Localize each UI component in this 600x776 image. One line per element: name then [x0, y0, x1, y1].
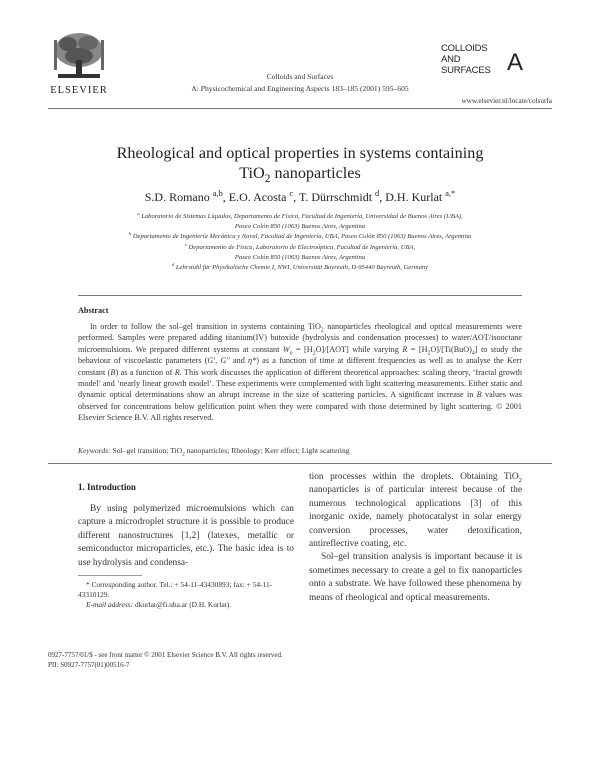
abstract-bottom-rule [48, 463, 552, 464]
affiliation-a: $^a$ Laboratorio de Sistemas Líquidos, Departamento de Física, Facultad de Ingeniería, Universidad de Buenos Aires (UBA), [137, 210, 463, 220]
journal-logo-letter: A [507, 49, 524, 76]
elsevier-tree-icon [48, 30, 110, 82]
copyright: 0927-7757/01/$ - see front matter © 2001 Elsevier Science B.V. All rights reserved. PII: S0927-7757(01)00516-7 [48, 651, 283, 670]
author: E.O. Acosta $^c$, [228, 189, 299, 204]
footnote-rule [78, 575, 142, 576]
abstract-body: In order to follow the sol–gel transition in systems containing TiO$_2$ nanoparticles rheological and optical measurements were performed. Samples were prepared adding titanium(IV) butoxide (hydrolysis and condensation processes) to water/AOT/isooctane microemulsions. We prepared different systems at constant $W_o = [H_2O]/[AOT]$ while varying $R = [H_2O]/[Ti(BuO)_4]$ to study the behaviour of viscoelastic parameters (G′, G″ and η*) as a function of time at different frequencies as well as to analyse the Kerr constant (B) as a function of R. This work discusses the application of different theoretical approaches: scaling theory, ‘fractal growth model’ and ‘nearly linear growth model’. These experiments were complemented with light scattering measurements. Either static and dynamic optical determinations show an abrupt increase in the size of scattering particles. A significant increase in B values was observed for concentrations below gelification point when they were compared with those determined by light scattering. © 2001 Elsevier Science B.V. All rights reserved. [78, 322, 522, 423]
abstract-heading: Abstract [78, 306, 109, 315]
journal-citation: A: Physicochemical and Engineering Aspects 183–185 (2001) 595–605 [191, 84, 409, 93]
keywords: Keywords: Sol–gel transition; TiO$_2$ nanoparticles; Rheology; Kerr effect; Light scattering [78, 446, 350, 458]
author: T. Dürrschmidt $^d$, [298, 189, 386, 204]
journal-name: Colloids and Surfaces [266, 72, 334, 81]
publisher-name: ELSEVIER [50, 85, 108, 96]
journal-logo-text: COLLOIDS AND SURFACES [441, 43, 491, 76]
author: S.D. Romano $^{a,b}$, [144, 189, 229, 204]
affiliations: $^a$ Laboratorio de Sistemas Líquidos, Departamento de Física, Facultad de Ingeniería, Universidad de Buenos Aires (UBA), Paseo Colón 850 (1063) Buenos Aires, Argentina $^b$ Departamento de Ingeniería Mecánica y Naval, Facultad de Ingeniería, UBA, Paseo Colón 850 (1063) Buenos Aires, Argentina $^c$ Departamento de Física, Laboratorio de Electroóptica, Facultad de Ingeniería, UBA, Paseo Colón 850 (1063) Buenos Aires, Argentina $^d$ Lehrstuhl für Physikalische Chemie I, NWI, Universität Bayreuth, D-95440 Bayreuth, Germany [48, 212, 552, 273]
intro-paragraph-3: Sol–gel transition analysis is important because it is sometimes necessary to create a gel to fix nanoparticles onto a substrate. We have followed these phenomena by means of rheological and optical measurements. [309, 552, 522, 603]
intro-paragraph-1: By using polymerized microemulsions which can capture a microdroplet structure it is possible to produce different nanostructures [1,2] (latexes, metallic or semiconductor microparticles, etc.). The basic idea is to use hydrolysis and condensa- [78, 504, 294, 568]
journal-logo [441, 43, 553, 83]
article-title: Rheological and optical properties in systems containing TiO$_2$ nanoparticles [116, 144, 484, 186]
section-heading: 1. Introduction [78, 482, 136, 492]
affiliation-b: $^b$ Departamento de Ingeniería Mecánica y Naval, Facultad de Ingeniería, UBA, Paseo Colón 850 (1063) Buenos Aires, Argentina [128, 231, 472, 241]
abstract-top-rule [78, 295, 522, 296]
journal-url[interactable]: www.elsevier.nl/locate/colsurfa [461, 97, 552, 105]
intro-paragraph-2: tion processes within the droplets. Obtaining TiO$_2$ nanoparticles is of particular interest because of the numerous technological applications [3] of this inorganic oxide, namely photocatalyst in solar energy conversion processes, water detoxification, antireflective coating, etc. Sol–gel transition analysis is important because it is sometimes necessary to create a gel to fix nanoparticles onto a substrate. We have followed these phenomena by means of rheological and optical measurements. [309, 471, 522, 605]
elsevier-logo [48, 30, 110, 96]
email-link[interactable]: dkurlat@fi.uba.ar (D.H. Kurlat). [133, 600, 232, 609]
affiliation-c: $^c$ Departamento de Física, Laboratorio de Electroóptica, Facultad de Ingeniería, UBA, [184, 241, 416, 251]
author-list [48, 190, 552, 205]
affiliation-d: $^d$ Lehrstuhl für Physikalische Chemie I, NWI, Universität Bayreuth, D-95440 Bayreuth, Germany [171, 261, 429, 272]
footnote: * Corresponding author. Tel.: + 54-11-43430893; fax: + 54-11-43310129. E-mail address: dkurlat@fi.uba.ar (D.H. Kurlat). [78, 580, 273, 609]
author: D.H. Kurlat $^{a,*}$ [385, 189, 456, 204]
header-rule [48, 108, 552, 109]
